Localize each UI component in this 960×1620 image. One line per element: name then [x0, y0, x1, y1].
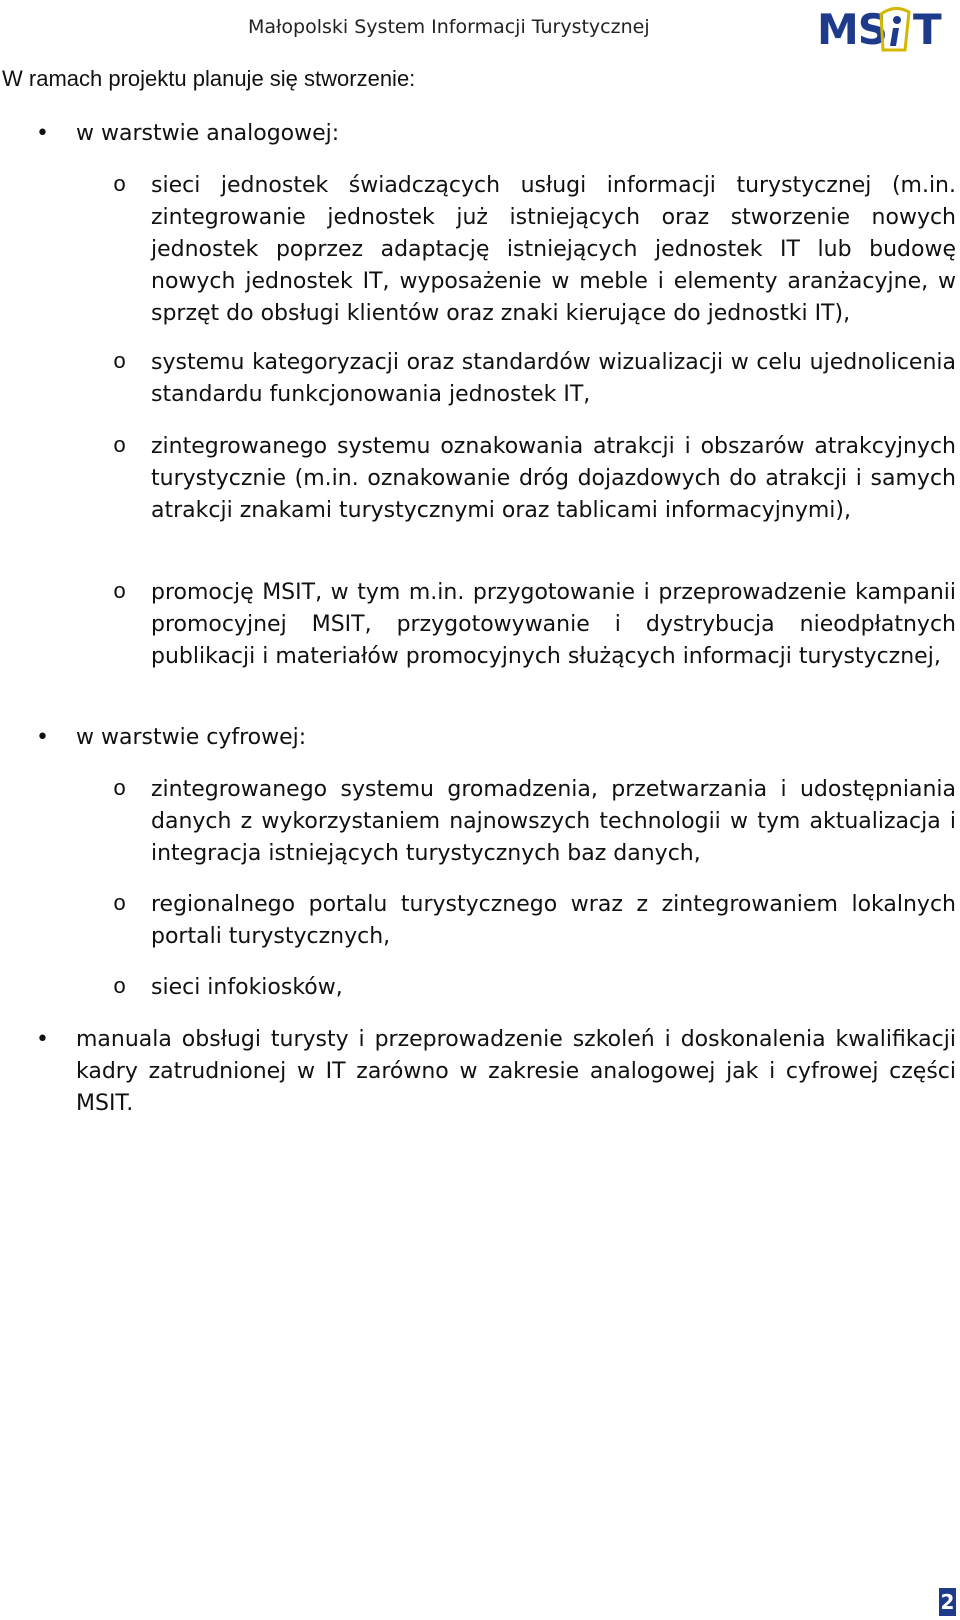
- intro-text: W ramach projektu planuje się stworzenie:: [2, 66, 416, 91]
- bullet-item: [36, 118, 956, 150]
- sub-bullet-icon: o: [113, 350, 127, 375]
- bullet-icon: •: [36, 725, 49, 750]
- sub-item-text: sieci infokiosków,: [151, 975, 343, 1000]
- sub-bullet-icon: o: [113, 580, 127, 605]
- logo-t-text: T: [913, 5, 941, 54]
- bullet-label: manuala obsługi turysty i przeprowadzenie szkoleń i doskonalenia kwalifikacji kadry zatrudnionej w IT zarówno w zakresie analogowej jak i cyfrowej części MSIT.: [76, 1027, 956, 1116]
- header-title: Małopolski System Informacji Turystycznej: [248, 16, 650, 38]
- page-number: 2: [940, 1590, 955, 1614]
- sub-bullet-icon: o: [113, 975, 127, 1000]
- bullet-icon: •: [36, 1027, 49, 1052]
- sub-item-text: sieci jednostek świadczących usługi informacji turystycznej (m.in. zintegrowanie jednostek już istniejących oraz stworzenie nowych jednostek poprzez adaptację istniejących jednostek IT lub budowę nowych jednostek IT, wyposażenie w meble i elementy aranżacyjne, w sprzęt do obsługi klientów oraz znaki kierujące do jednostki IT),: [151, 173, 956, 326]
- sub-item: [113, 889, 956, 953]
- bullet-icon: •: [36, 121, 49, 146]
- sub-item: [113, 577, 956, 673]
- sub-item: [113, 347, 956, 411]
- msit-logo: [817, 2, 939, 56]
- sub-bullet-icon: o: [113, 892, 127, 917]
- bullet-label: w warstwie analogowej:: [76, 121, 340, 146]
- sub-bullet-icon: o: [113, 173, 127, 198]
- sub-item: [113, 170, 956, 330]
- sub-item: [113, 431, 956, 527]
- bullet-label: w warstwie cyfrowej:: [76, 725, 307, 750]
- bullet-item: [36, 1024, 956, 1120]
- sub-bullet-icon: o: [113, 434, 127, 459]
- sub-item: [113, 972, 956, 1004]
- sub-bullet-icon: o: [113, 777, 127, 802]
- sub-item-text: systemu kategoryzacji oraz standardów wizualizacji w celu ujednolicenia standardu funkcjonowania jednostek IT,: [151, 350, 956, 407]
- sub-item: [113, 774, 956, 870]
- logo-i-icon: [879, 6, 911, 52]
- sub-item-text: regionalnego portalu turystycznego wraz z zintegrowaniem lokalnych portali turystycznych,: [151, 892, 956, 949]
- sub-item-text: promocję MSIT, w tym m.in. przygotowanie i przeprowadzenie kampanii promocyjnej MSIT, przygotowywanie i dystrybucja nieodpłatnych publikacji i materiałów promocyjnych służących informacji turystycznej,: [151, 580, 956, 669]
- bullet-item: [36, 722, 956, 754]
- sub-item-text: zintegrowanego systemu gromadzenia, przetwarzania i udostępniania danych z wykorzystaniem najnowszych technologii w tym aktualizacja i integracja istniejących turystycznych baz danych,: [151, 777, 956, 866]
- sub-item-text: zintegrowanego systemu oznakowania atrakcji i obszarów atrakcyjnych turystycznie (m.in. oznakowanie dróg dojazdowych do atrakcji i samych atrakcji znakami turystycznymi oraz tablicami informacyjnymi),: [151, 434, 956, 523]
- logo-ms-text: MS: [817, 5, 888, 54]
